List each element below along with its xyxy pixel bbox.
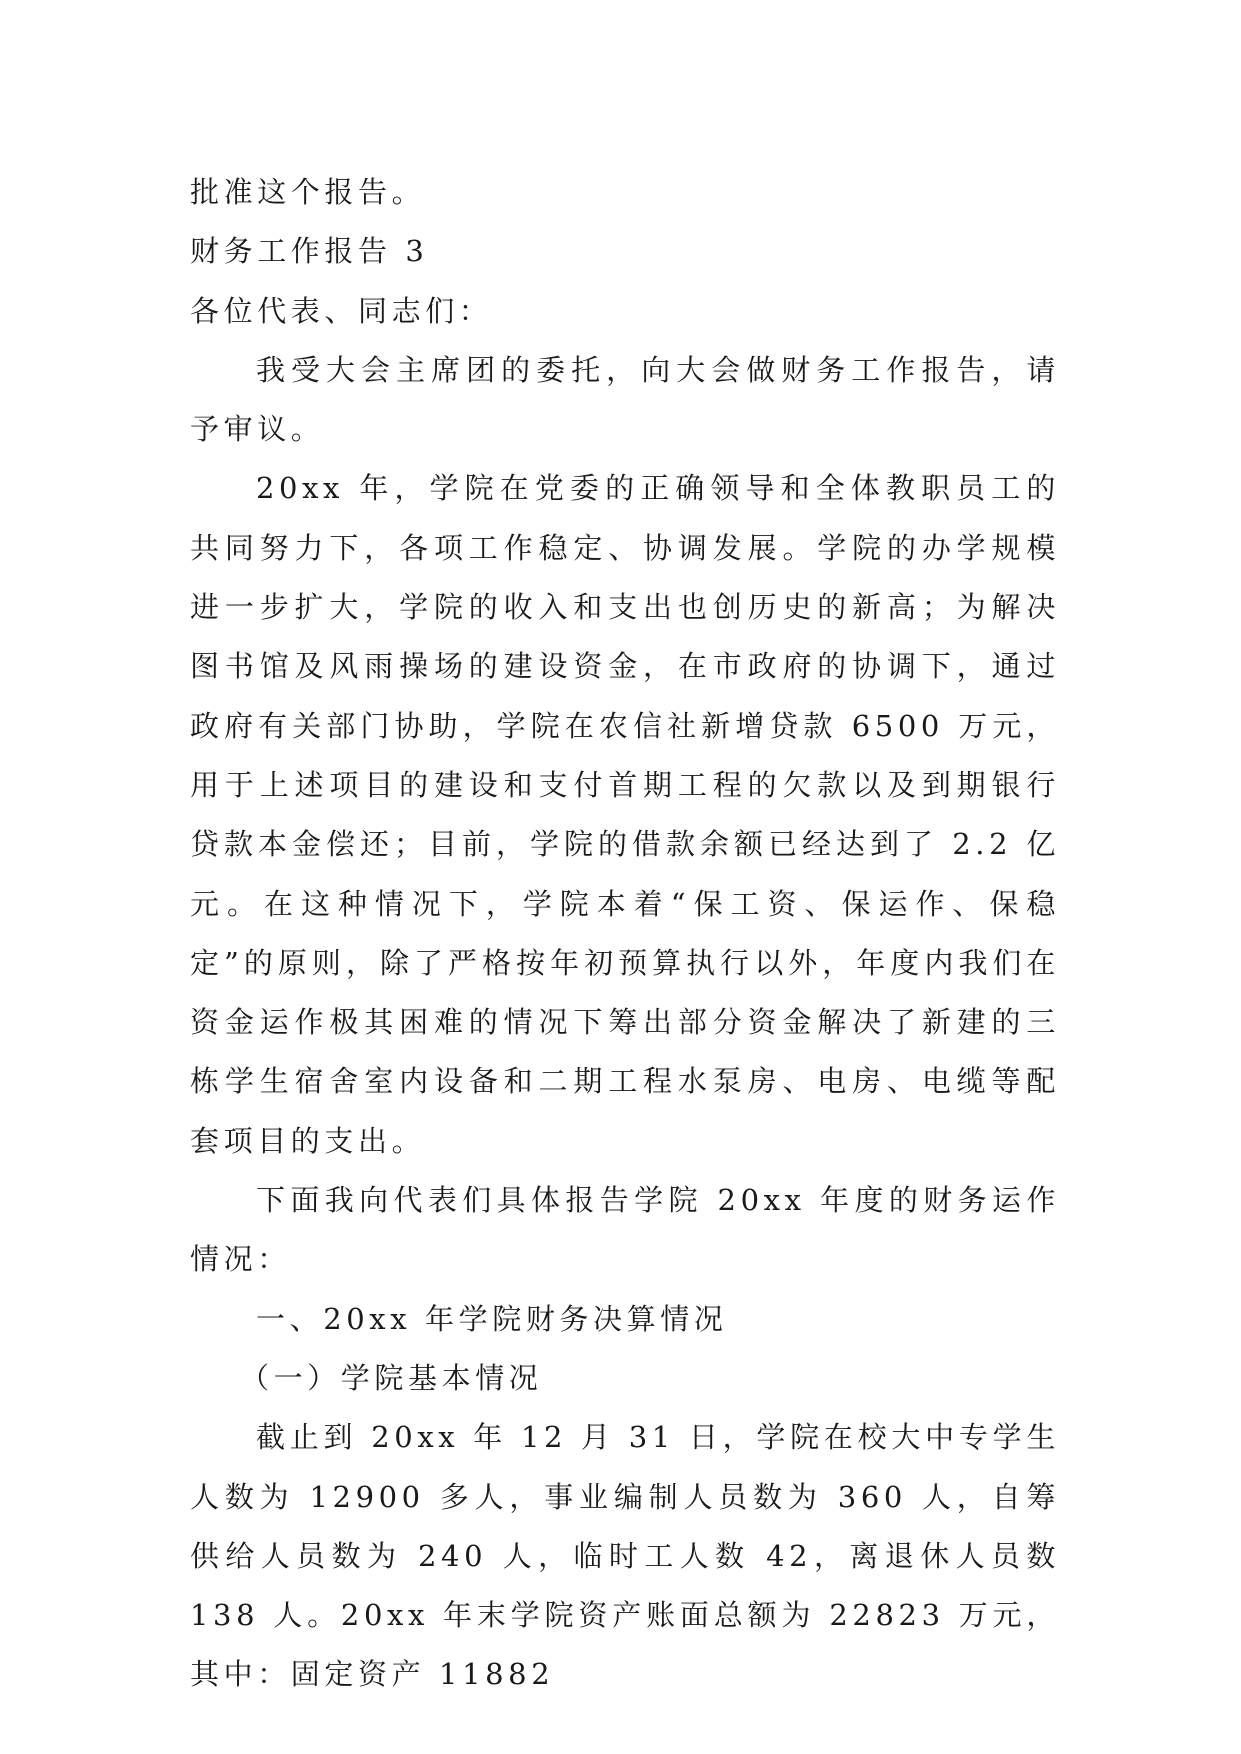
report-title: 财务工作报告 3 xyxy=(190,234,429,269)
paragraph-lead-in: 下面我向代表们具体报告学院 20xx 年度的财务运作情况： xyxy=(190,1183,1060,1277)
paragraph-basic-info: 截止到 20xx 年 12 月 31 日，学院在校大中专学生人数为 12900 多人，事业编制人员数为 360 人，自筹供给人员数为 240 人，临时工人数 42，离退休人员数 138 人。20xx 年末学院资产账面总额为 22823 万元，其中：固定资产 11882 xyxy=(190,1420,1060,1692)
document-body xyxy=(190,163,1060,1705)
paragraph-overview: 20xx 年，学院在党委的正确领导和全体教职员工的共同努力下，各项工作稳定、协调发展。学院的办学规模进一步扩大，学院的收入和支出也创历史的新高；为解决图书馆及风雨操场的建设资金，在市政府的协调下，通过政府有关部门协助，学院在农信社新增贷款 6500 万元，用于上述项目的建设和支付首期工程的欠款以及到期银行贷款本金偿还；目前，学院的借款余额已经达到了 2.2 亿元。在这种情况下，学院本着“保工资、保运作、保稳定”的原则，除了严格按年初预算执行以外，年度内我们在资金运作极其困难的情况下筹出部分资金解决了新建的三栋学生宿舍室内设备和二期工程水泵房、电房、电缆等配套项目的支出。 xyxy=(190,471,1060,1158)
subsection-heading: （一）学院基本情况 xyxy=(240,1360,543,1395)
section-heading: 一、20xx 年学院财务决算情况 xyxy=(256,1301,728,1336)
salutation: 各位代表、同志们： xyxy=(190,293,493,328)
paragraph-intro: 我受大会主席团的委托，向大会做财务工作报告，请予审议。 xyxy=(190,352,1060,447)
continuation-line: 批准这个报告。 xyxy=(190,175,426,209)
